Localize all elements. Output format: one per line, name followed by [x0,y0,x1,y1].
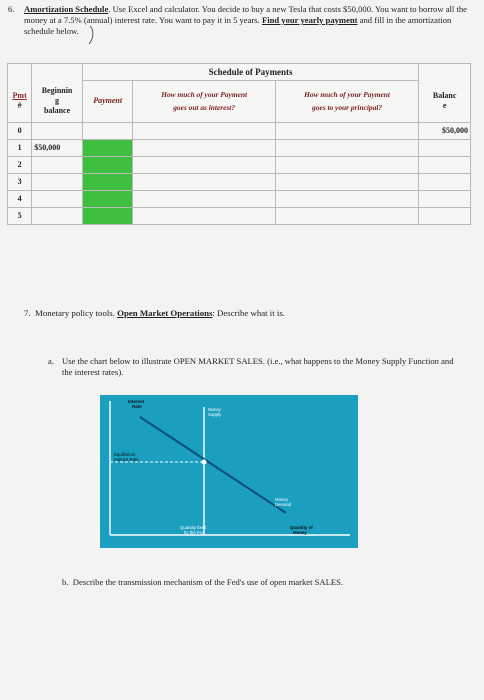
row-beginning[interactable] [32,123,83,140]
money-market-chart [100,395,358,548]
question-6-title: Amortization Schedule [24,4,109,14]
row-payment-highlight[interactable] [82,157,133,174]
question-7b-label: b. [62,577,69,587]
fed-quantity-label-1: Quantity fixed [180,525,207,530]
row-balance[interactable] [419,157,471,174]
row-interest[interactable] [133,123,275,140]
header-balance: Balanc e [419,80,471,123]
table-row [8,123,471,140]
question-7b-text: Describe the transmission mechanism of the Fed's use of open market SALES. [72,577,344,587]
supply-label-2: Supply [208,412,222,417]
row-payment-highlight[interactable] [82,174,133,191]
row-balance[interactable] [419,208,471,225]
row-beginning[interactable] [32,191,83,208]
row-interest[interactable] [133,208,275,225]
fed-quantity-label-2: by the Fed [184,530,205,535]
x-axis-label-1: Quantity of [290,525,313,530]
table-row [8,191,471,208]
row-interest[interactable] [133,140,275,157]
equilibrium-point [202,460,207,465]
row-principal[interactable] [275,157,418,174]
question-6-number: 6. [8,4,15,14]
row-pmt: 2 [8,157,32,174]
row-beginning[interactable]: $50,000 [32,140,83,157]
demand-label-1: Money [275,497,288,502]
row-principal[interactable] [275,140,418,157]
row-pmt: 3 [8,174,32,191]
row-balance[interactable]: $50,000 [419,123,471,140]
table-row [8,140,471,157]
row-interest[interactable] [133,174,275,191]
question-7-topic: Open Market Operations [117,308,213,318]
header-beginning-balance: Beginnin g balance [32,80,83,123]
row-interest[interactable] [133,191,275,208]
row-principal[interactable] [275,123,418,140]
table-row [8,174,471,191]
question-7-text: Monetary policy tools. [35,308,118,318]
row-beginning[interactable] [32,174,83,191]
row-principal[interactable] [275,208,418,225]
question-6-find: Find your yearly payment [261,15,358,25]
row-pmt: 5 [8,208,32,225]
question-7 [24,308,285,318]
equilibrium-label-1: Equilibrium [114,452,136,457]
chart-background [100,395,358,548]
question-7b [62,577,343,587]
row-payment-highlight[interactable] [82,140,133,157]
question-6-text: . Use Excel and calculator. You decide to buy a new Tesla that costs $50,000. You want to borrow all the money at a 7.5% (annual) interest rate. You want to pay it in 5 years. [24,4,467,25]
amortization-table [7,63,471,225]
row-pmt: 4 [8,191,32,208]
row-balance[interactable] [419,174,471,191]
row-beginning[interactable] [32,208,83,225]
equilibrium-label-2: Interest Rate [114,457,139,462]
x-axis-label-2: Money [293,530,307,535]
question-7-text-end: : Describe what it is. [212,308,285,318]
question-7a-text: Use the chart below to illustrate OPEN MARKET SALES. (i.e., what happens to the Money Supply Function and the interest rates). [62,356,454,377]
row-payment-highlight[interactable] [82,191,133,208]
row-balance[interactable] [419,191,471,208]
row-interest[interactable] [133,157,275,174]
row-beginning[interactable] [32,157,83,174]
supply-label-1: Money [208,407,221,412]
header-pmt: Pmt # [8,80,32,123]
question-7a [48,356,462,378]
demand-label-2: Demand [275,502,292,507]
header-payment: Payment [82,80,133,123]
row-principal[interactable] [275,191,418,208]
row-pmt: 1 [8,140,32,157]
row-payment-highlight[interactable] [82,208,133,225]
row-payment[interactable] [82,123,133,140]
table-title: Schedule of Payments [82,64,418,81]
y-axis-label-2: Rate [132,404,142,409]
row-balance[interactable] [419,140,471,157]
pen-mark [86,24,110,48]
question-6-text-end: and fill in the amortization schedule below. [24,15,452,36]
table-row [8,157,471,174]
question-7-number: 7. [24,308,31,318]
header-principal: How much of your Payment goes to your principal? [275,80,418,123]
row-pmt: 0 [8,123,32,140]
table-row [8,208,471,225]
row-principal[interactable] [275,174,418,191]
header-interest: How much of your Payment goes out as interest? [133,80,275,123]
y-axis-label-1: Interest [128,399,145,404]
question-7a-label: a. [48,356,54,366]
